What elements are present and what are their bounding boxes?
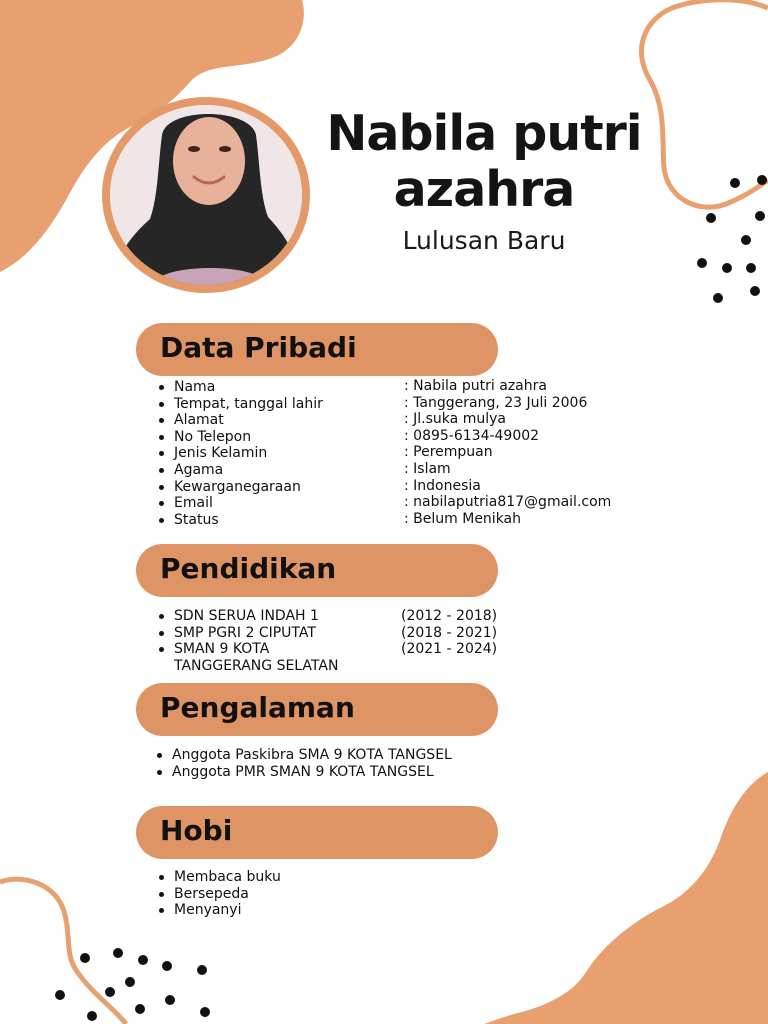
personal-value: : nabilaputria817@gmail.com	[404, 494, 612, 511]
resume-role: Lulusan Baru	[402, 226, 566, 255]
personal-label: No Telepon	[156, 429, 396, 446]
section-header-education	[136, 544, 498, 597]
bottom-right-blob	[484, 772, 768, 1024]
personal-value: : 0895-6134-49002	[404, 427, 540, 444]
experience-item: Anggota Paskibra SMA 9 KOTA TANGSEL	[154, 747, 514, 764]
personal-label: Nama	[156, 379, 396, 396]
hobby-item: Membaca buku	[156, 869, 396, 886]
personal-value: : Indonesia	[404, 477, 481, 494]
education-years: (2021 - 2024)	[401, 641, 498, 658]
section-title-personal: Data Pribadi	[160, 331, 357, 364]
education-years: (2012 - 2018)	[401, 608, 498, 624]
personal-values-list	[404, 378, 734, 527]
personal-label: Status	[156, 512, 396, 529]
education-school-line2: TANGGERANG SELATAN	[174, 657, 339, 674]
education-years-list	[401, 608, 497, 658]
profile-photo-illustration	[110, 105, 302, 285]
section-title-hobbies: Hobi	[160, 814, 233, 847]
personal-label: Tempat, tanggal lahir	[156, 396, 396, 413]
personal-value: : Nabila putri azahra	[404, 378, 547, 394]
education-school: SDN SERUA INDAH 1	[156, 608, 386, 625]
experience-item: Anggota PMR SMAN 9 KOTA TANGSEL	[154, 764, 514, 781]
section-title-education: Pendidikan	[160, 552, 337, 585]
personal-labels-list	[156, 379, 396, 528]
education-school: SMP PGRI 2 CIPUTAT	[156, 625, 386, 642]
education-years: (2018 - 2021)	[401, 624, 498, 641]
education-school-line1: SMAN 9 KOTA	[174, 641, 270, 658]
hobbies-list	[156, 869, 396, 919]
personal-value: : Islam	[404, 460, 451, 477]
personal-label: Kewarganegaraan	[156, 479, 396, 496]
education-school	[156, 641, 386, 674]
bottom-left-dots	[55, 948, 210, 1021]
section-header-experience	[136, 683, 498, 736]
personal-value: : Jl.suka mulya	[404, 411, 506, 428]
personal-label: Jenis Kelamin	[156, 445, 396, 462]
profile-photo-frame	[102, 97, 310, 293]
top-right-loop-outline	[641, 0, 768, 207]
section-title-experience: Pengalaman	[160, 691, 355, 724]
top-right-dots	[697, 175, 767, 303]
resume-name: Nabila putri azahra	[326, 105, 642, 218]
education-school-list	[156, 608, 386, 674]
personal-value: : Tanggerang, 23 Juli 2006	[404, 394, 588, 411]
hobby-item: Bersepeda	[156, 886, 396, 903]
section-header-personal	[136, 323, 498, 376]
personal-value: : Belum Menikah	[404, 510, 522, 527]
personal-label: Email	[156, 495, 396, 512]
section-header-hobbies	[136, 806, 498, 859]
personal-value: : Perempuan	[404, 444, 493, 461]
bottom-left-curve-outline	[0, 879, 126, 1024]
personal-label: Alamat	[156, 412, 396, 429]
personal-label: Agama	[156, 462, 396, 479]
experience-list	[154, 747, 514, 780]
profile-photo	[110, 105, 302, 285]
hobby-item: Menyanyi	[156, 902, 396, 919]
